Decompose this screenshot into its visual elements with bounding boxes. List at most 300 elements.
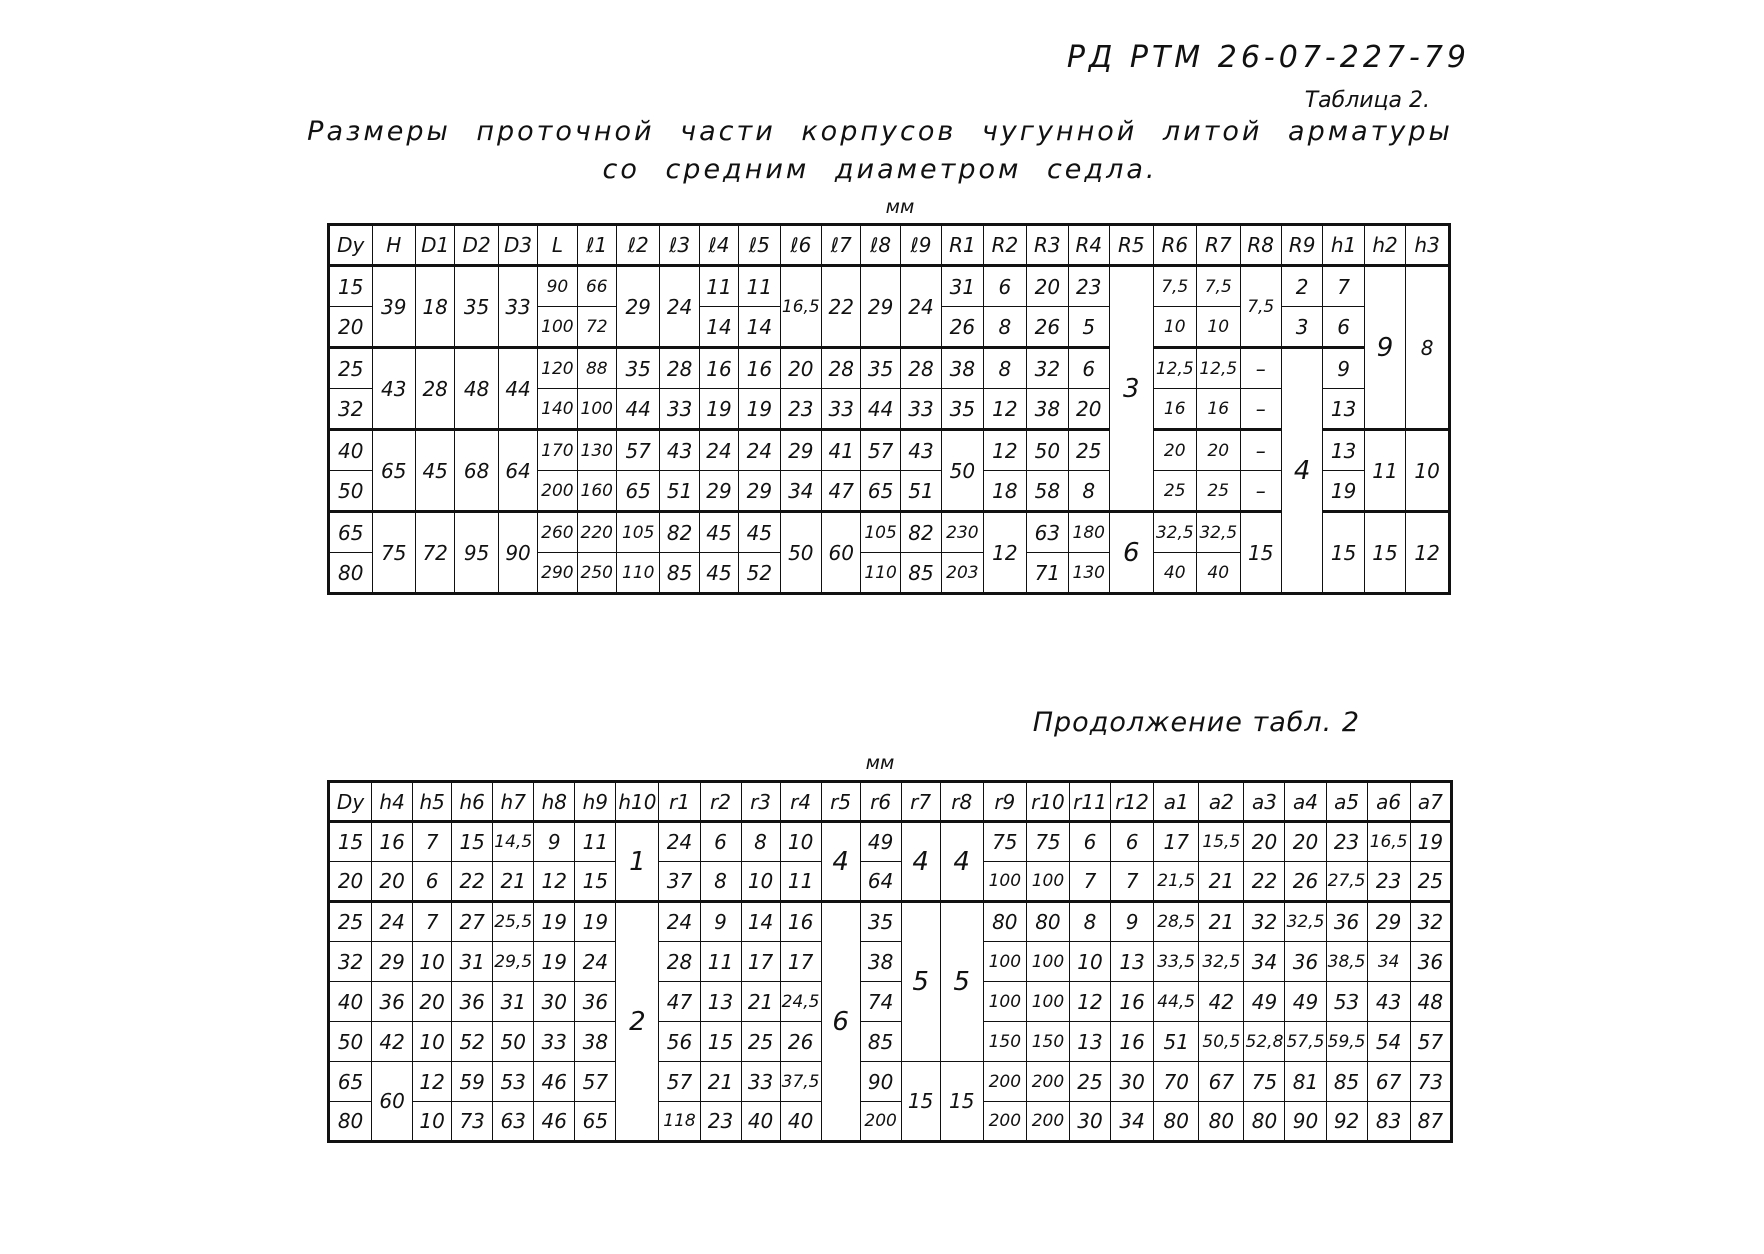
table-cell: – (1240, 348, 1281, 389)
table-cell: 24 (575, 942, 616, 982)
table-cell: 44,5 (1154, 982, 1199, 1022)
header-cell: r1 (659, 782, 700, 822)
table-cell: 4 (1281, 348, 1322, 594)
continuation-label: Продолжение табл. 2 (1032, 707, 1360, 738)
table-cell: 44 (498, 348, 537, 430)
table-cell: 63 (1027, 512, 1068, 553)
table-cell: 15 (1323, 512, 1364, 594)
header-cell: ℓ9 (900, 225, 941, 266)
table-cell: 6 (700, 822, 741, 862)
table-cell: 4 (821, 822, 860, 902)
table-cell: 65 (329, 512, 373, 553)
header-cell: R5 (1110, 225, 1154, 266)
table-cell: 33 (741, 1062, 780, 1102)
table-cell: 25 (329, 348, 373, 389)
table-cell: 40 (329, 982, 372, 1022)
table-cell: 34 (1367, 942, 1410, 982)
table-cell: 81 (1285, 1062, 1326, 1102)
table-cell: 42 (1199, 982, 1244, 1022)
header-cell: ℓ2 (616, 225, 660, 266)
header-cell: L (538, 225, 577, 266)
table-cell: 105 (861, 512, 900, 553)
table-cell: 12 (413, 1062, 452, 1102)
table-cell: 22 (822, 266, 861, 348)
table-cell: 21 (493, 862, 534, 902)
table-cell: 7,5 (1240, 266, 1281, 348)
table-cell: 25,5 (493, 902, 534, 942)
table-cell: 11 (575, 822, 616, 862)
header-cell: h10 (616, 782, 659, 822)
table-row (329, 982, 1452, 1022)
table-cell: 38 (1027, 389, 1068, 430)
table-cell: 26 (1285, 862, 1326, 902)
table-cell: 23 (1326, 822, 1367, 862)
header-cell: D2 (455, 225, 499, 266)
header-cell: r5 (821, 782, 860, 822)
table-cell: 6 (821, 902, 860, 1142)
table-cell: 50,5 (1199, 1022, 1244, 1062)
table-cell: 105 (616, 512, 660, 553)
table-cell: 8 (700, 862, 741, 902)
table-cell: 11 (739, 266, 780, 307)
table-cell: 100 (577, 389, 616, 430)
header-cell: D1 (416, 225, 455, 266)
table-cell: 56 (659, 1022, 700, 1062)
table-cell: 23 (1367, 862, 1410, 902)
table-cell: 16 (699, 348, 738, 389)
table-cell: 32,5 (1153, 512, 1197, 553)
table-cell: 12 (1069, 982, 1110, 1022)
table-cell: 22 (452, 862, 493, 902)
table-cell: 38,5 (1326, 942, 1367, 982)
table-cell: 20 (1153, 430, 1197, 471)
table-cell: 29 (739, 471, 780, 512)
table-cell: 75 (372, 512, 416, 594)
header-cell: R6 (1153, 225, 1197, 266)
table-cell: 10 (1197, 307, 1241, 348)
table-cell: 33 (822, 389, 861, 430)
table-cell: 67 (1367, 1062, 1410, 1102)
table-cell: 7 (1069, 862, 1110, 902)
table-cell: 100 (1026, 982, 1069, 1022)
table-cell: 7 (1323, 266, 1364, 307)
header-cell: ℓ7 (822, 225, 861, 266)
table-cell: 35 (861, 348, 900, 389)
table-cell: 32 (329, 389, 373, 430)
table-cell: 15 (575, 862, 616, 902)
table-cell: 33 (900, 389, 941, 430)
table-cell: 30 (1069, 1102, 1110, 1142)
header-cell: h7 (493, 782, 534, 822)
table-cell: 37 (659, 862, 700, 902)
table-cell: 200 (1026, 1062, 1069, 1102)
table-cell: 20 (780, 348, 821, 389)
table-cell: 90 (538, 266, 577, 307)
table-cell: 11 (780, 862, 821, 902)
table-cell: 290 (538, 553, 577, 594)
table-cell: 50 (780, 512, 821, 594)
table-cell: 10 (741, 862, 780, 902)
table-cell: 21,5 (1154, 862, 1199, 902)
document-code: РД РТМ 26-07-227-79 (1066, 40, 1470, 75)
table-cell: 130 (577, 430, 616, 471)
table-cell: 15,5 (1199, 822, 1244, 862)
table-cell: 35 (455, 266, 499, 348)
table-cell: 9 (1364, 266, 1405, 430)
table-cell: 36 (1285, 942, 1326, 982)
table-cell: 100 (983, 862, 1026, 902)
table-cell: 10 (1406, 430, 1450, 512)
table-cell: 7 (1111, 862, 1154, 902)
table-cell: 16 (1197, 389, 1241, 430)
table-cell: 36 (1326, 902, 1367, 942)
table-cell: 7 (413, 822, 452, 862)
table-cell: 32,5 (1197, 512, 1241, 553)
table-cell: 28 (659, 942, 700, 982)
table-cell: 19 (699, 389, 738, 430)
table-cell: 19 (575, 902, 616, 942)
table-cell: 25 (1069, 1062, 1110, 1102)
table-cell: 15 (940, 1062, 983, 1142)
table-cell: 29 (1367, 902, 1410, 942)
table-cell: 14,5 (493, 822, 534, 862)
header-cell: h5 (413, 782, 452, 822)
header-cell: R8 (1240, 225, 1281, 266)
table-row (329, 430, 1450, 471)
table-cell: 230 (942, 512, 983, 553)
table-cell: 140 (538, 389, 577, 430)
table-cell: 14 (699, 307, 738, 348)
table-cell: 38 (860, 942, 901, 982)
table-cell: – (1240, 430, 1281, 471)
table-row (329, 266, 1450, 307)
table-cell: 82 (900, 512, 941, 553)
table-cell: 80 (1026, 902, 1069, 942)
table-cell: 25 (1153, 471, 1197, 512)
table-cell: 35 (942, 389, 983, 430)
table-cell: 21 (741, 982, 780, 1022)
table-cell: 8 (741, 822, 780, 862)
header-cell: ℓ4 (699, 225, 738, 266)
table-cell: 73 (452, 1102, 493, 1142)
table-cell: 41 (822, 430, 861, 471)
table-cell: 65 (616, 471, 660, 512)
table-cell: 90 (860, 1062, 901, 1102)
table-cell: 52 (739, 553, 780, 594)
table-cell: 4 (901, 822, 940, 902)
table-cell: 3 (1110, 266, 1154, 512)
table-cell: 10 (413, 1102, 452, 1142)
table-cell: 83 (1367, 1102, 1410, 1142)
table-cell: 6 (1323, 307, 1364, 348)
table-cell: 47 (659, 982, 700, 1022)
header-cell: h9 (575, 782, 616, 822)
table-cell: 53 (1326, 982, 1367, 1022)
header-cell: a4 (1285, 782, 1326, 822)
table-cell: 23 (1068, 266, 1109, 307)
table-cell: 50 (329, 1022, 372, 1062)
header-cell: a7 (1410, 782, 1451, 822)
table-cell: 43 (900, 430, 941, 471)
table-cell: 20 (1068, 389, 1109, 430)
table-cell: 18 (416, 266, 455, 348)
table-row (329, 1062, 1452, 1102)
header-cell: H (372, 225, 416, 266)
table-cell: 42 (372, 1022, 413, 1062)
table-cell: 59,5 (1326, 1022, 1367, 1062)
table-cell: 19 (1410, 822, 1451, 862)
table-cell: 28 (900, 348, 941, 389)
table-cell: 17 (1154, 822, 1199, 862)
header-cell: ℓ3 (660, 225, 699, 266)
table-cell: 33,5 (1154, 942, 1199, 982)
table-cell: 43 (1367, 982, 1410, 1022)
table-cell: 200 (1026, 1102, 1069, 1142)
table-cell: 50 (493, 1022, 534, 1062)
header-cell: a1 (1154, 782, 1199, 822)
table-cell: 20 (1027, 266, 1068, 307)
table-cell: 13 (700, 982, 741, 1022)
table-cell: 82 (660, 512, 699, 553)
table-number-label: Таблица 2. (1304, 88, 1430, 113)
table-cell: 15 (700, 1022, 741, 1062)
table-cell: 19 (534, 902, 575, 942)
table-cell: 21 (1199, 902, 1244, 942)
table-cell: 110 (616, 553, 660, 594)
table-cell: 118 (659, 1102, 700, 1142)
table-cell: 5 (1068, 307, 1109, 348)
table-cell: 130 (1068, 553, 1109, 594)
table-title-line-2: со средним диаметром седла. (602, 154, 1158, 185)
table-cell: 5 (940, 902, 983, 1062)
table-cell: 33 (498, 266, 537, 348)
table-cell: 85 (900, 553, 941, 594)
table-cell: 25 (1068, 430, 1109, 471)
header-cell: r11 (1069, 782, 1110, 822)
table-cell: 10 (1069, 942, 1110, 982)
table-cell: 16,5 (1367, 822, 1410, 862)
table-cell: 16 (780, 902, 821, 942)
table-row (329, 1022, 1452, 1062)
table-cell: 95 (455, 512, 499, 594)
table-cell: 40 (1197, 553, 1241, 594)
table-cell: 64 (498, 430, 537, 512)
table-cell: 74 (860, 982, 901, 1022)
table-cell: 40 (741, 1102, 780, 1142)
table-cell: 28 (660, 348, 699, 389)
header-cell: r12 (1111, 782, 1154, 822)
table-cell: 260 (538, 512, 577, 553)
table-cell: 13 (1323, 430, 1364, 471)
table-cell: 100 (1026, 942, 1069, 982)
table-cell: 23 (700, 1102, 741, 1142)
header-cell: h2 (1364, 225, 1405, 266)
table-cell: 57 (659, 1062, 700, 1102)
table-row (329, 942, 1452, 982)
table-cell: 200 (983, 1102, 1026, 1142)
table-row (329, 1102, 1452, 1142)
table-cell: 29 (372, 942, 413, 982)
table-cell: 10 (1153, 307, 1197, 348)
table-cell: 170 (538, 430, 577, 471)
header-cell: Dy (329, 782, 372, 822)
table-cell: 57 (575, 1062, 616, 1102)
table-cell: 9 (1323, 348, 1364, 389)
table-cell: 200 (983, 1062, 1026, 1102)
header-cell: R4 (1068, 225, 1109, 266)
table-row (329, 822, 1452, 862)
table-cell: 28 (416, 348, 455, 430)
table-cell: 50 (329, 471, 373, 512)
header-cell: a5 (1326, 782, 1367, 822)
table-cell: 72 (577, 307, 616, 348)
table-cell: 10 (413, 942, 452, 982)
table-cell: 80 (329, 553, 373, 594)
table-cell: 6 (983, 266, 1027, 307)
header-cell: h1 (1323, 225, 1364, 266)
table-cell: 38 (575, 1022, 616, 1062)
table-cell: 52 (452, 1022, 493, 1062)
table-cell: 29 (699, 471, 738, 512)
table-cell: 90 (1285, 1102, 1326, 1142)
table-cell: 7,5 (1153, 266, 1197, 307)
table-cell: 150 (1026, 1022, 1069, 1062)
header-cell: ℓ6 (780, 225, 821, 266)
table-cell: 6 (1111, 822, 1154, 862)
table-cell: 52,8 (1244, 1022, 1285, 1062)
table-cell: 44 (616, 389, 660, 430)
table-cell: 200 (860, 1102, 901, 1142)
table-cell: 57 (616, 430, 660, 471)
table-cell: 57,5 (1285, 1022, 1326, 1062)
table-cell: 53 (493, 1062, 534, 1102)
table-cell: 3 (1281, 307, 1322, 348)
table-cell: 18 (983, 471, 1027, 512)
table-cell: 26 (1027, 307, 1068, 348)
table-cell: 1 (616, 822, 659, 902)
table-cell: 34 (1111, 1102, 1154, 1142)
table-cell: 34 (1244, 942, 1285, 982)
table-cell: 24 (900, 266, 941, 348)
table-cell: 45 (739, 512, 780, 553)
table-row (329, 512, 1450, 553)
table-cell: 6 (413, 862, 452, 902)
table-cell: 66 (577, 266, 616, 307)
table-cell: 30 (534, 982, 575, 1022)
header-cell: r4 (780, 782, 821, 822)
table-cell: 250 (577, 553, 616, 594)
header-cell: ℓ8 (861, 225, 900, 266)
table-cell: 19 (534, 942, 575, 982)
header-cell: h3 (1406, 225, 1450, 266)
table-cell: 12 (1406, 512, 1450, 594)
table-cell: 35 (616, 348, 660, 389)
table-cell: 33 (534, 1022, 575, 1062)
table-cell: 80 (1154, 1102, 1199, 1142)
table-cell: 6 (1069, 822, 1110, 862)
table-cell: 36 (452, 982, 493, 1022)
table-cell: 43 (372, 348, 416, 430)
table-cell: 150 (983, 1022, 1026, 1062)
table-cell: 85 (660, 553, 699, 594)
table-cell: 87 (1410, 1102, 1451, 1142)
header-cell: r7 (901, 782, 940, 822)
table-cell: 40 (780, 1102, 821, 1142)
table-cell: 85 (860, 1022, 901, 1062)
table-cell: 32 (1410, 902, 1451, 942)
table-cell: 15 (901, 1062, 940, 1142)
table-cell: 14 (741, 902, 780, 942)
table-cell: 25 (1410, 862, 1451, 902)
table-cell: 80 (1244, 1102, 1285, 1142)
table-1-header-row (329, 225, 1450, 266)
table-cell: 29,5 (493, 942, 534, 982)
table-cell: 25 (1197, 471, 1241, 512)
table-cell: 100 (983, 942, 1026, 982)
table-cell: 24 (659, 822, 700, 862)
table-cell: 12 (983, 512, 1027, 594)
table-cell: 44 (861, 389, 900, 430)
table-cell: 20 (372, 862, 413, 902)
table-cell: 180 (1068, 512, 1109, 553)
header-cell: ℓ1 (577, 225, 616, 266)
table-cell: 80 (1199, 1102, 1244, 1142)
table-cell: 37,5 (780, 1062, 821, 1102)
table-cell: 28 (822, 348, 861, 389)
table-cell: 75 (1244, 1062, 1285, 1102)
header-cell: R7 (1197, 225, 1241, 266)
table-cell: 9 (534, 822, 575, 862)
table-cell: 21 (700, 1062, 741, 1102)
header-cell: D3 (498, 225, 537, 266)
table-cell: 46 (534, 1062, 575, 1102)
table-cell: 16,5 (780, 266, 821, 348)
table-cell: 24 (659, 902, 700, 942)
table-cell: 6 (1068, 348, 1109, 389)
table-cell: 51 (660, 471, 699, 512)
table-cell: 90 (498, 512, 537, 594)
table-cell: 27,5 (1326, 862, 1367, 902)
table-cell: 26 (942, 307, 983, 348)
table-cell: 67 (1199, 1062, 1244, 1102)
table-cell: 58 (1027, 471, 1068, 512)
table-1-unit: мм (885, 196, 915, 218)
table-cell: 7,5 (1197, 266, 1241, 307)
table-cell: 33 (660, 389, 699, 430)
table-cell: 73 (1410, 1062, 1451, 1102)
table-cell: 32 (1027, 348, 1068, 389)
table-cell: 6 (1110, 512, 1154, 594)
table-cell: 34 (780, 471, 821, 512)
table-cell: 200 (538, 471, 577, 512)
table-cell: 21 (1199, 862, 1244, 902)
table-cell: 92 (1326, 1102, 1367, 1142)
table-cell: 59 (452, 1062, 493, 1102)
table-cell: 31 (452, 942, 493, 982)
table-cell: 51 (1154, 1022, 1199, 1062)
table-cell: 50 (942, 430, 983, 512)
table-2-unit: мм (865, 752, 895, 774)
table-cell: 64 (860, 862, 901, 902)
table-cell: 46 (534, 1102, 575, 1142)
header-cell: r10 (1026, 782, 1069, 822)
table-cell: 9 (1111, 902, 1154, 942)
table-cell: 45 (416, 430, 455, 512)
table-cell: 49 (1244, 982, 1285, 1022)
table-cell: 30 (1111, 1062, 1154, 1102)
table-cell: 100 (983, 982, 1026, 1022)
header-cell: r2 (700, 782, 741, 822)
